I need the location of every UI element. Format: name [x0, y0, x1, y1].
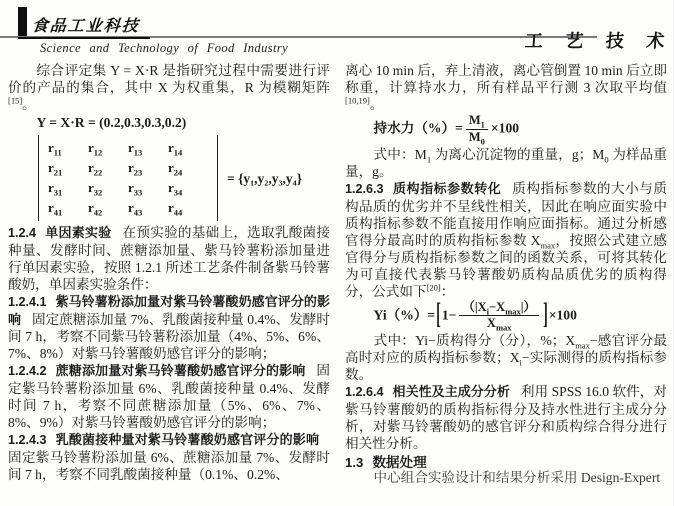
symbol: |）	[520, 299, 537, 314]
section-number: 1.2.4	[8, 226, 37, 240]
matrix-cell: $r_{21}$	[48, 160, 63, 178]
section-number: 1.2.4.1	[8, 295, 47, 309]
section-title: 数据处理	[372, 455, 427, 470]
matrix-cell: $r_{43}$	[128, 200, 143, 218]
subscript: i	[486, 306, 490, 316]
subscript: 1	[426, 154, 432, 165]
paragraph-text: 固定紫马铃薯粉添加量 6%、蔗糖添加量 7%、发酵时间 7 h，考察不同乳酸菌接种量（0.1%、0.2%、	[8, 450, 330, 482]
matrix-cell: $r_{32}$	[88, 180, 103, 198]
section-number: 1.2.6.3	[345, 181, 384, 196]
equation-lhs: 持水力（%）=	[373, 120, 463, 136]
section-number: 1.2.4.2	[8, 364, 47, 378]
matrix-cell: $r_{34}$	[168, 180, 183, 198]
matrix-cell: $r_{23}$	[128, 160, 143, 178]
fuzzy-matrix-grid	[38, 135, 218, 221]
section-1-2-4	[8, 224, 330, 293]
section-title: 单因素实验	[45, 225, 112, 240]
subscript: 0	[480, 136, 485, 147]
paragraph-centrifuge	[345, 62, 667, 113]
matrix-cell: $r_{11}$	[48, 140, 62, 158]
fraction-numerator	[466, 114, 488, 130]
subscript: max	[575, 340, 590, 351]
section-1-2-6-3	[345, 180, 667, 300]
section-title: 相关性及主成分分析	[392, 384, 510, 399]
paragraph-cutoff: 中心组合实验设计和结果分析采用 Design-Expert	[373, 470, 661, 485]
paragraph-text: 为样品重量，g。	[345, 146, 667, 179]
section-number: 1.2.4.3	[8, 433, 47, 447]
right-column	[345, 62, 667, 506]
matrix-cell: $r_{12}$	[88, 140, 103, 158]
fraction-denominator	[459, 316, 539, 331]
fraction	[459, 301, 539, 332]
section-title: 蔗糖添加量对紫马铃薯酸奶感官评分的影响	[55, 363, 306, 378]
subscript: max	[495, 322, 512, 333]
matrix-cell: $r_{41}$	[48, 200, 63, 218]
section-1-2-4-2	[8, 362, 330, 431]
citation-ref: [10,19]	[345, 95, 370, 106]
fraction-numerator	[459, 301, 539, 317]
matrix-cell: $r_{44}$	[168, 200, 183, 218]
page-header	[0, 0, 673, 62]
equation-term: 1−	[441, 306, 457, 322]
left-bracket: [	[436, 300, 441, 332]
paragraph-text: 式中：Yi−质构得分（分），%；X	[373, 333, 576, 348]
paragraph-text: 为离心沉淀物的重量，g；M	[431, 146, 605, 162]
equation-y-xr: Y = X·R = (0.2,0.3,0.3,0.2)	[36, 115, 187, 130]
paragraph-formula-note-2	[345, 332, 667, 383]
fuzzy-matrix	[38, 135, 330, 221]
matrix-cell: $r_{33}$	[128, 180, 143, 198]
right-bracket: ]	[543, 300, 548, 332]
paragraph-fuzzy-set	[8, 62, 330, 113]
subscript: 0	[604, 154, 609, 165]
two-column-body	[0, 62, 673, 506]
citation-ref: [15]	[8, 95, 23, 106]
column-header: 工 艺 技 术	[523, 31, 674, 51]
paragraph-formula-note-1	[345, 146, 667, 180]
symbol: −X	[489, 299, 506, 314]
paragraph-text: 固定紫马铃薯粉添加量 6%、乳酸菌接种量 0.4%、发酵时间 7 h，考察不同蔗糖添加量（5%、6%、7%、8%、9%）对紫马铃薯酸奶感官评分的影响；	[8, 363, 330, 430]
symbol: X	[486, 316, 496, 331]
fraction-denominator	[466, 130, 488, 145]
matrix-cell: $r_{13}$	[128, 140, 143, 158]
journal-logo	[18, 7, 150, 39]
paragraph-text: 综合评定集 Y = X·R 是指研究过程中需要进行评价的产品的集合，其中 X 为权重集，R 为模糊矩阵	[8, 63, 330, 95]
paragraph-text: 在预实验的基础上，选取乳酸菌接种量、发酵时间、蔗糖添加量、紫马铃薯粉添加量进行单因素实验，按照 1.2.1 所述工艺条件制备紫马铃薯酸奶，单因素实验条件：	[8, 225, 330, 292]
journal-subtitle: Science and Technology of Food Industry	[40, 41, 289, 55]
paragraph-text: 离心 10 min 后，弃上清液，离心管倒置 10 min 后立即称重，计算持水力，所有样品平行测 3 次取平均值	[345, 63, 667, 95]
section-number: 1.3	[345, 455, 364, 470]
subscript: i	[519, 357, 522, 368]
section-number: 1.2.6.4	[345, 385, 384, 399]
paragraph-text: ，按照公式建立感官得分与质构指标参数之间的函数关系，可将其转化为可直接代表紫马铃薯酸奶质构品质优劣的质构得分，公式如下	[345, 232, 667, 299]
section-title: 质构指标参数转化	[392, 180, 502, 196]
paragraph-text: ：	[440, 283, 455, 299]
logo-bar	[18, 7, 27, 36]
matrix-cell: $r_{14}$	[168, 140, 183, 158]
matrix-cell: $r_{22}$	[88, 160, 103, 178]
equation-rhs: ×100	[548, 306, 577, 322]
section-1-3-heading	[345, 454, 667, 471]
section-title: 紫马铃薯粉添加量对紫马铃薯酸奶感官评分的影响	[8, 294, 330, 327]
section-1-2-6-4	[345, 383, 667, 452]
section-1-2-4-1	[8, 293, 330, 362]
paragraph-text: 质构指标参数的大小与质构品质的优劣并不呈线性相关，因此在响应面实验中质构指标参数不能直接用作响应面指标。通过分析感官得分最高时的质构指标参数 X	[345, 180, 667, 248]
symbol: （|X	[462, 299, 487, 314]
equation-rhs: ×100	[490, 120, 520, 136]
matrix-result: = {y₁,y₂,y₃,y₄}	[227, 170, 303, 186]
section-1-2-4-3	[8, 431, 330, 483]
paragraph-text: 。	[369, 97, 384, 112]
citation-ref: [20]	[426, 281, 441, 292]
paragraph-text: 。	[22, 97, 36, 112]
paragraph-text: −感官评分最高时对应的质构指标参数；X	[345, 333, 667, 365]
equation-texture-score	[345, 301, 667, 332]
subscript: 1	[480, 119, 485, 130]
symbol: M	[468, 129, 481, 144]
symbol: M	[468, 113, 481, 127]
paragraph-text: 式中：M	[373, 146, 427, 162]
subscript: max	[505, 306, 521, 316]
equation-water-holding	[345, 114, 667, 145]
equation-lhs: Yi（%）=	[373, 306, 436, 322]
journal-logo-title: 食品工业科技	[31, 18, 141, 35]
fraction	[466, 114, 488, 145]
matrix-cell: $r_{42}$	[88, 200, 103, 218]
matrix-cell: $r_{24}$	[168, 160, 183, 178]
subscript: max	[540, 240, 556, 251]
matrix-cell: $r_{31}$	[48, 180, 63, 198]
left-column	[8, 62, 330, 506]
paragraph-text: 利用 SPSS 16.0 软件，对紫马铃薯酸奶的质构指标得分及持水性进行主成分分析，对紫马铃薯酸奶的感官评分和质构综合得分进行相关性分析。	[345, 384, 667, 451]
paragraph-text: −实际测得的质构指标参数。	[345, 350, 667, 382]
section-title: 乳酸菌接种量对紫马铃薯酸奶感官评分的影响	[55, 432, 319, 447]
paragraph-text: 固定蔗糖添加量 7%、乳酸菌接种量 0.4%、发酵时间 7 h，考察不同紫马铃薯粉添加量（4%、5%、6%、7%、8%）对紫马铃薯酸奶感官评分的影响；	[8, 312, 330, 361]
